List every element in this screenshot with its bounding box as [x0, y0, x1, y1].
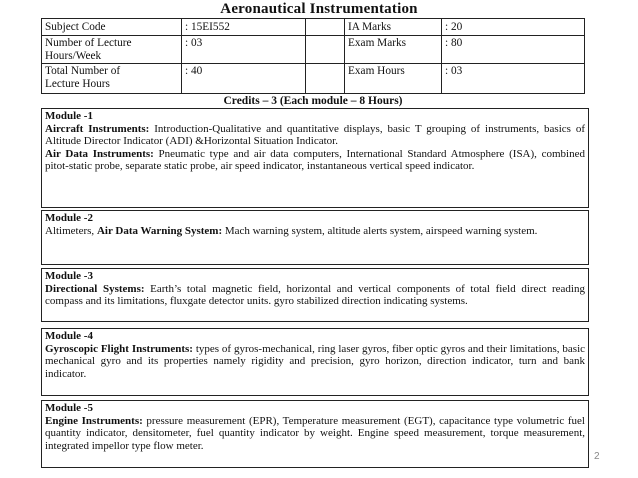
table-column-divider — [181, 18, 182, 94]
table-column-divider — [305, 18, 306, 94]
module-title: Module -5 — [45, 402, 93, 414]
module-paragraph — [45, 283, 585, 308]
lecture-hours-week-value: : 03 — [185, 37, 203, 49]
total-lecture-hours-label: Total Number of — [45, 65, 121, 77]
module-paragraph — [45, 225, 585, 238]
section-heading: Gyroscopic Flight Instruments: — [45, 342, 193, 355]
table-column-divider — [344, 18, 345, 94]
module-1-box — [41, 108, 589, 208]
section-heading: Engine Instruments: — [45, 414, 143, 427]
subject-code-label: Subject Code — [45, 21, 106, 33]
module-paragraph — [45, 343, 585, 381]
credits-line: Credits – 3 (Each module – 8 Hours) — [223, 95, 403, 107]
table-column-divider — [441, 18, 442, 94]
module-paragraph — [45, 123, 585, 148]
section-text: Pneumatic type and air data computers, International Standard Atmosphere (ISA), combined pitot-static probe, separate static probe, air speed indicator, instantaneous vertical speed indicator. — [45, 147, 585, 173]
module-paragraph — [45, 415, 585, 453]
module-title: Module -4 — [45, 330, 93, 342]
module-4-box — [41, 328, 589, 396]
module-5-box — [41, 400, 589, 468]
section-heading: Aircraft Instruments: — [45, 122, 150, 135]
subject-code-value: : 15EI552 — [185, 21, 230, 33]
section-text: pressure measurement (EPR), Temperature measurement (EGT), capacitance type volumetric fuel quantity indicator, densitometer, fuel quantity indicator by weight. Engine speed measurement, torque measurement, integrated impellor type flow meter. — [45, 414, 585, 452]
module-title: Module -3 — [45, 270, 93, 282]
course-title: Aeronautical Instrumentation — [220, 1, 418, 17]
exam-marks-label: Exam Marks — [348, 37, 407, 49]
exam-hours-label: Exam Hours — [348, 65, 405, 77]
total-lecture-hours-value: : 40 — [185, 65, 203, 77]
section-heading: Directional Systems: — [45, 282, 145, 295]
module-title: Module -2 — [45, 212, 93, 224]
section-text: Introduction-Qualitative and quantitative displays, basic T grouping of instruments, basics of Altitude Director Indicator (ADI) &Horizontal Situation Indicator. — [45, 122, 586, 148]
section-text: Mach warning system, altitude alerts system, airspeed warning system. — [222, 224, 538, 237]
module-paragraph — [45, 148, 585, 173]
exam-marks-value: : 80 — [445, 37, 463, 49]
course-info-table — [41, 18, 585, 94]
section-text: Earth’s total magnetic field, horizontal and vertical components of total field direct reading compass and its limitations, fluxgate detector units. gyro stabilized direction indicating systems. — [45, 282, 585, 308]
section-heading: Air Data Warning System: — [96, 224, 223, 237]
lecture-hours-week-label-2: Hours/Week — [45, 50, 102, 62]
ia-marks-label: IA Marks — [348, 21, 391, 33]
exam-hours-value: : 03 — [445, 65, 463, 77]
ia-marks-value: : 20 — [445, 21, 463, 33]
section-text: types of gyros-mechanical, ring laser gyros, fiber optic gyros and their limitations, basic mechanical gyro and its properties namely rigidity and precision, gyro horizon, direction indicator, turn and bank indicator. — [45, 342, 586, 380]
module-3-box — [41, 268, 589, 322]
total-lecture-hours-label-2: Lecture Hours — [45, 78, 110, 90]
module-2-box — [41, 210, 589, 265]
section-heading: Air Data Instruments: — [45, 147, 154, 160]
module-title: Module -1 — [45, 110, 93, 122]
section-text: Altimeters, — [45, 224, 97, 237]
page-number: 2 — [594, 451, 600, 462]
lecture-hours-week-label: Number of Lecture — [45, 37, 132, 49]
table-row-divider — [41, 63, 585, 64]
